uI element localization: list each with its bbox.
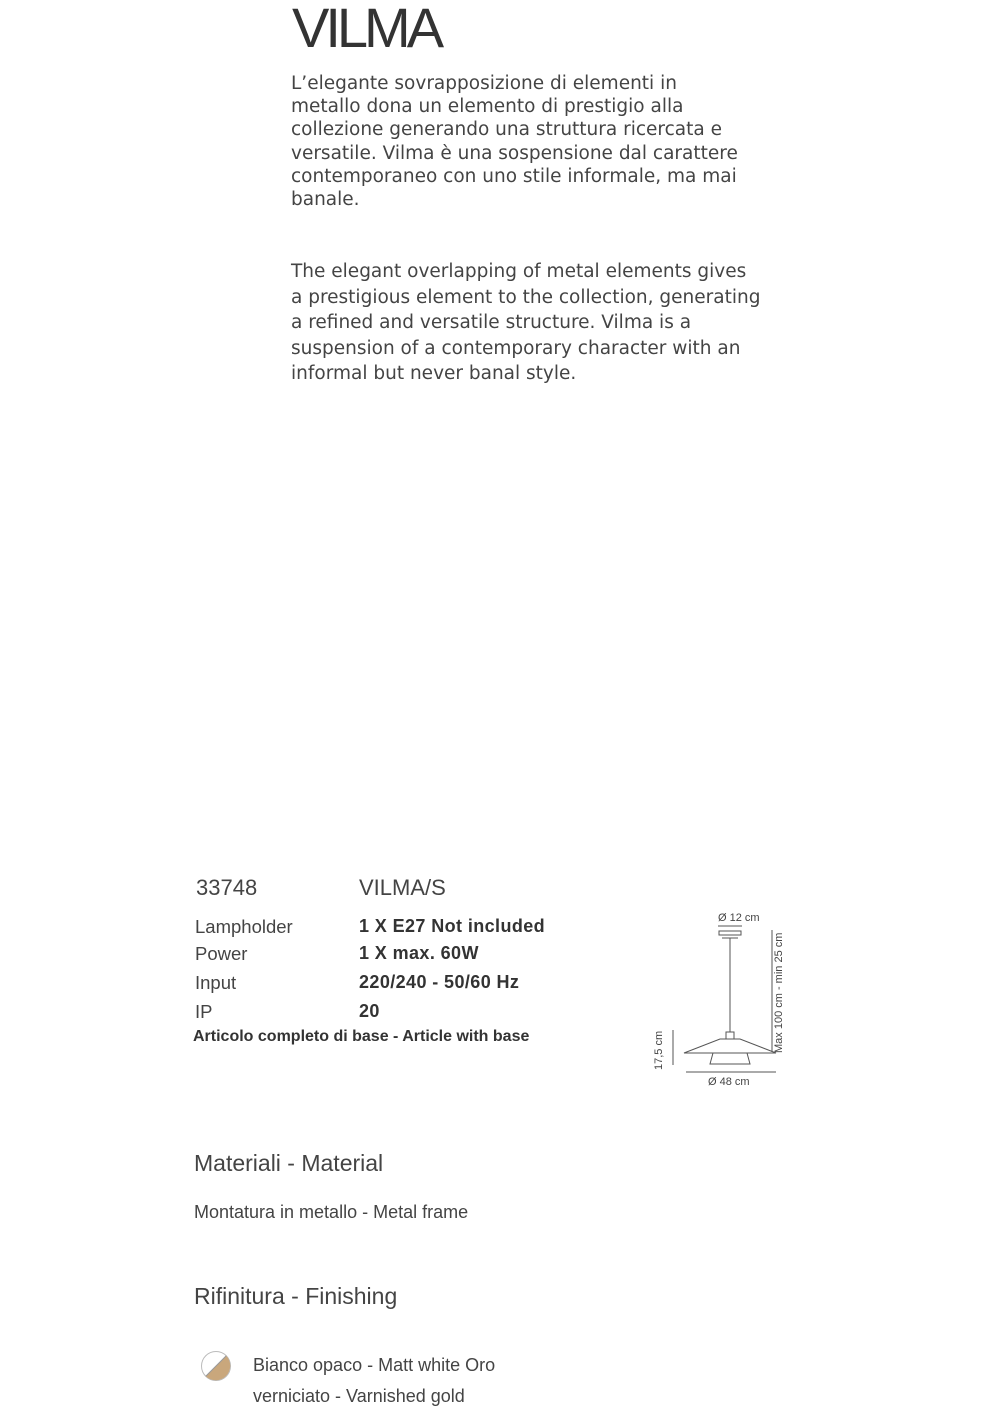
lamp-dimension-drawing bbox=[640, 900, 800, 1100]
description-italian: L’elegante sovrapposizione di elementi in metallo dona un elemento di prestigio alla collezione generando una struttura ricercata e versatile. Vilma è una sospensione dal carattere contemporaneo con uno stile informale, ma mai banale. bbox=[291, 73, 738, 211]
spec-label-input: Input bbox=[195, 972, 237, 993]
finishing-heading: Rifinitura - Finishing bbox=[194, 1283, 398, 1309]
lampholder-shape bbox=[726, 1032, 734, 1039]
finishing-line-2: verniciato - Varnished gold bbox=[253, 1386, 465, 1406]
finish-swatch bbox=[200, 1350, 232, 1387]
cable-length-label: Max 100 cm - min 25 cm bbox=[773, 932, 785, 1053]
materials-text: Montatura in metallo - Metal frame bbox=[194, 1202, 469, 1222]
article-note: Articolo completo di base - Article with base bbox=[193, 1028, 530, 1045]
shade-top bbox=[684, 1039, 776, 1053]
spec-label-ip: IP bbox=[195, 1001, 213, 1022]
materials-heading: Materiali - Material bbox=[194, 1150, 384, 1176]
article-model: VILMA/S bbox=[359, 875, 446, 900]
canopy-shape bbox=[719, 931, 741, 935]
spec-value-input: 220/240 - 50/60 Hz bbox=[359, 972, 520, 992]
shade-height-label: 17,5 cm bbox=[653, 1030, 665, 1070]
canopy-diameter-label: Ø 12 cm bbox=[718, 912, 760, 924]
shade-bottom bbox=[710, 1053, 750, 1064]
product-title: VILMA bbox=[292, 0, 441, 59]
spec-value-lampholder: 1 X E27 Not included bbox=[359, 916, 546, 936]
spec-value-power: 1 X max. 60W bbox=[359, 943, 479, 963]
finishing-line-1: Bianco opaco - Matt white Oro bbox=[253, 1355, 496, 1375]
article-code: 33748 bbox=[196, 875, 258, 900]
spec-value-ip: 20 bbox=[359, 1001, 380, 1021]
description-english: The elegant overlapping of metal elements gives a prestigious element to the collection, generating a refined and versatile structure. Vilma is a suspension of a contemporary character with an informal but never banal style. bbox=[291, 261, 761, 385]
spec-label-power: Power bbox=[195, 943, 248, 964]
spec-label-lampholder: Lampholder bbox=[195, 916, 293, 937]
shade-diameter-label: Ø 48 cm bbox=[708, 1076, 750, 1088]
